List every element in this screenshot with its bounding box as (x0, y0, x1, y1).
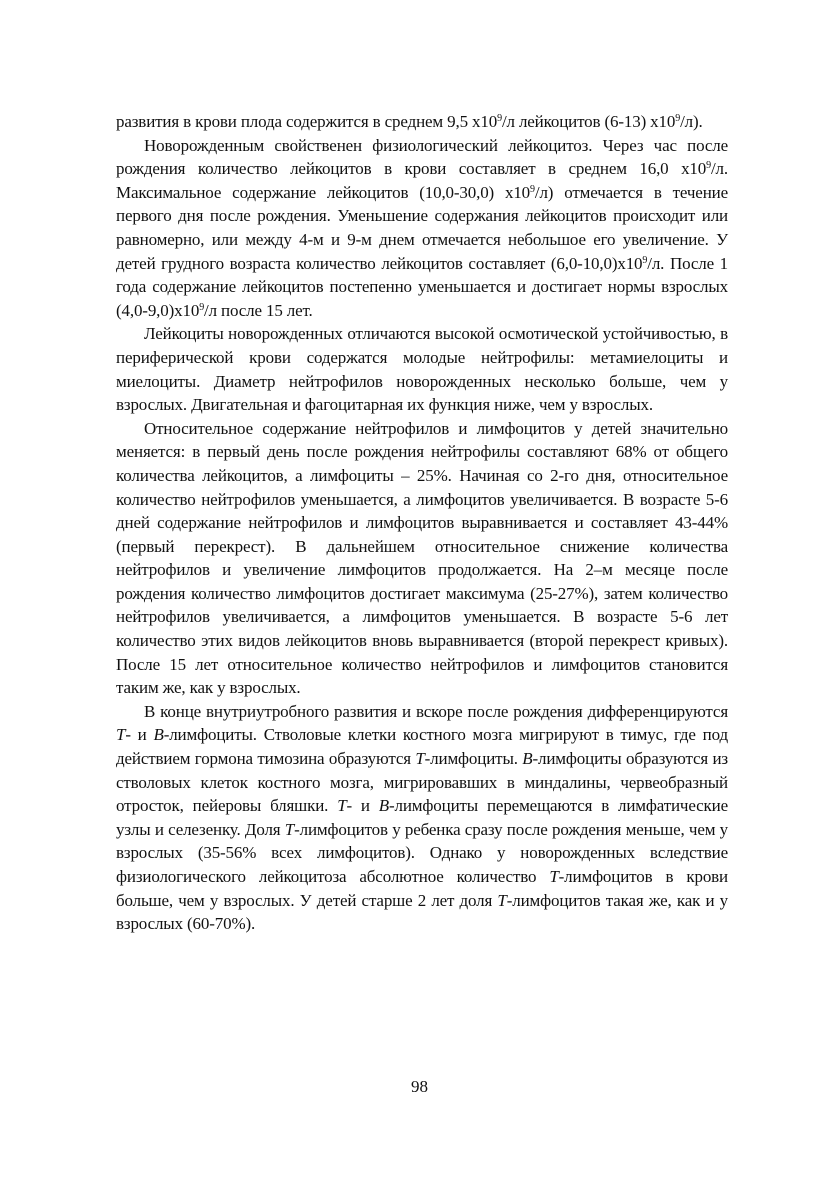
paragraph-2: Новорожденным свойственен физиологический лейкоцитоз. Через час после рождения количество лейкоцитов в крови составляет в среднем 16,0 $x10^9/л$. Максимальное содержание лейкоцитов (10,0-30,0) $x10^9/л$) отмечается в течение первого дня после рождения. Уменьшение содержания лейкоцитов происходит или равномерно, или между 4-м и 9-м днем отмечается небольшое его увеличение. У детей грудного возраста количество лейкоцитов составляет $(6,0-10,0)x10^9/л$. После 1 года содержание лейкоцитов постепенно уменьшается и достигает нормы взрослых $(4,0-9,0)x10^9/л$ после 15 лет. (116, 135, 728, 320)
paragraph-3: Лейкоциты новорожденных отличаются высокой осмотической устойчивостью, в периферической крови содержатся молодые нейтрофилы: метамиелоциты и миелоциты. Диаметр нейтрофилов новорожденных несколько больше, чем у взрослых. Двигательная и фагоцитарная их функция ниже, чем у взрослых. (116, 324, 728, 415)
paragraph-5: В конце внутриутробного развития и вскоре после рождения дифференцируются T- и B-лимфоциты. Стволовые клетки костного мозга мигрируют в тимус, где под действием гормона тимозина образуются T-лимфоциты. B-лимфоциты образуются из стволовых клеток костного мозга, мигрировавших в миндалины, червеобразный отросток, пейеровы бляшки. T- и B-лимфоциты перемещаются в лимфатические узлы и селезенку. Доля T-лимфоцитов у ребенка сразу после рождения меньше, чем у взрослых (35-56% всех лимфоцитов). Однако у новорожденных вследствие физиологического лейкоцитоза абсолютное количество T-лимфоцитов в крови больше, чем у взрослых. У детей старше 2 лет доля T-лимфоцитов такая же, как и у взрослых (60-70%). (116, 701, 728, 934)
paragraph-1: развития в крови плода содержится в среднем 9,5 $x10^9/л$ лейкоцитов (6-13) $x10^9/л$). (116, 112, 703, 131)
page-number: 98 (411, 1077, 428, 1096)
page-body (116, 110, 728, 936)
paragraph-4: Относительное содержание нейтрофилов и лимфоцитов у детей значительно меняется: в первый день после рождения нейтрофилы составляют 68% от общего количества лейкоцитов, а лимфоциты – 25%. Начиная со 2-го дня, относительное количество нейтрофилов уменьшается, а лимфоцитов увеличивается. В возрасте 5-6 дней содержание нейтрофилов и лимфоцитов выравнивается и составляет 43-44% (первый перекрест). В дальнейшем относительное снижение количества нейтрофилов и увеличение лимфоцитов продолжается. На 2–м месяце после рождения количество лимфоцитов достигает максимума (25-27%), затем количество нейтрофилов увеличивается, а лимфоцитов уменьшается. В возрасте 5-6 лет количество этих видов лейкоцитов вновь выравнивается (второй перекрест кривых). После 15 лет относительное количество нейтрофилов и лимфоцитов становится таким же, как у взрослых. (116, 418, 728, 698)
